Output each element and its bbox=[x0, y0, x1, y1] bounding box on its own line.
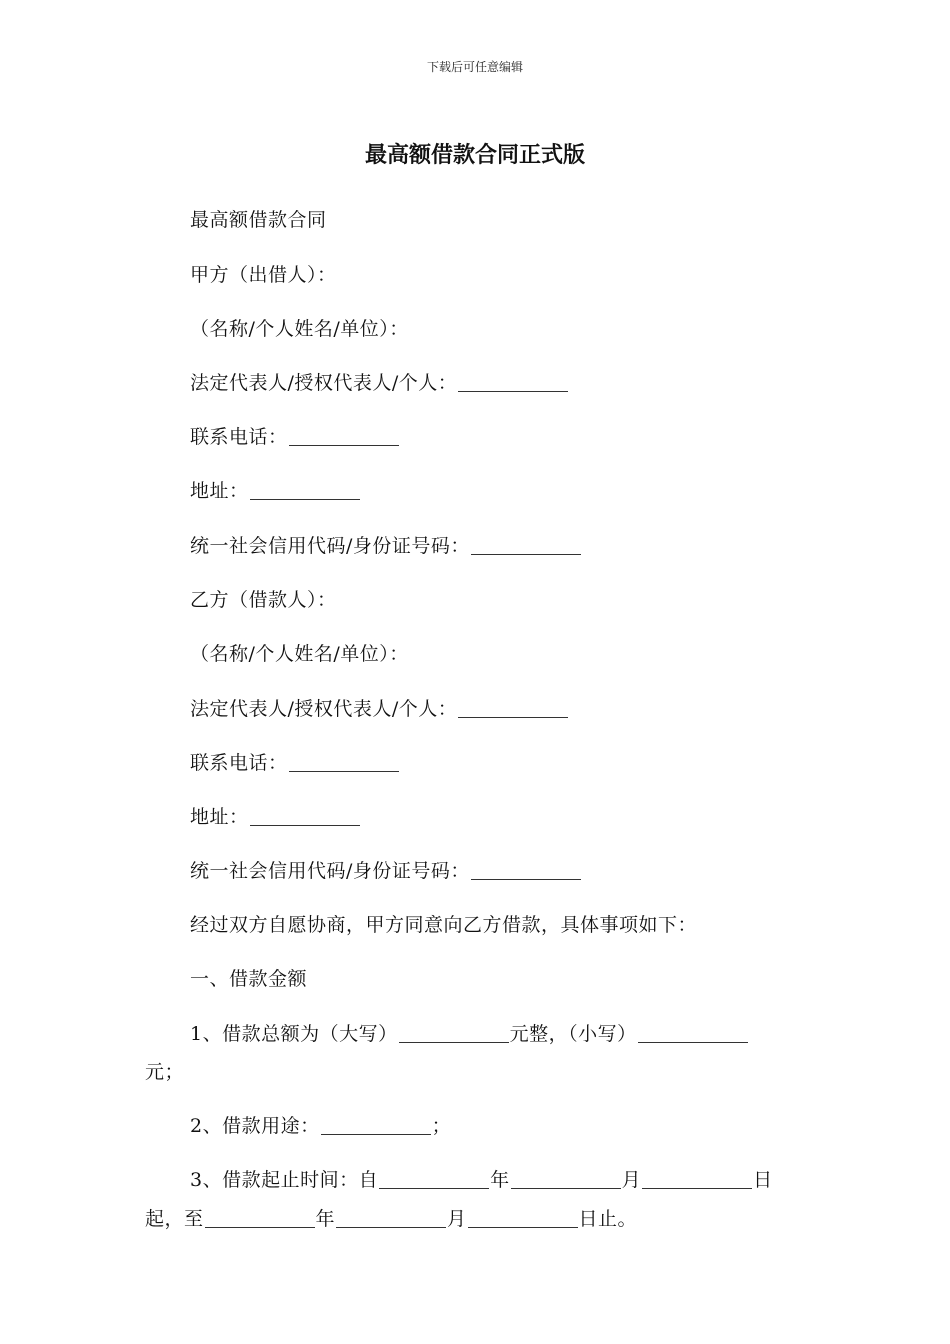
start-month-blank bbox=[511, 1168, 621, 1189]
loan-period-line-continued bbox=[145, 1207, 637, 1231]
loan-purpose-blank bbox=[321, 1114, 431, 1135]
end-year-blank bbox=[205, 1207, 315, 1228]
party-a-representative-label: 法定代表人/授权代表人/个人： bbox=[190, 372, 458, 394]
end-day-label: 日止。 bbox=[578, 1208, 638, 1230]
start-day-label: 日 bbox=[753, 1169, 773, 1191]
party-a-id-line bbox=[190, 534, 582, 558]
loan-amount-numeric-blank bbox=[638, 1022, 748, 1043]
start-year-blank bbox=[379, 1168, 489, 1189]
party-a-representative-line bbox=[190, 371, 569, 395]
party-b-id-line bbox=[190, 859, 582, 883]
party-a-id-blank bbox=[471, 534, 581, 555]
loan-amount-line bbox=[190, 1022, 749, 1046]
party-b-label: 乙方（借款人）： bbox=[190, 589, 337, 611]
agreement-intro-line bbox=[190, 913, 697, 937]
end-date-label: 起，至 bbox=[145, 1208, 204, 1230]
party-b-representative-blank bbox=[458, 697, 568, 718]
loan-amount-numeric-label: 元整，（小写） bbox=[509, 1023, 637, 1045]
loan-purpose-line bbox=[190, 1114, 451, 1138]
section-one-heading bbox=[190, 967, 307, 991]
start-year-label: 年 bbox=[490, 1169, 510, 1191]
party-b-address-label: 地址： bbox=[190, 806, 249, 828]
party-b-name-label: （名称/个人姓名/单位）： bbox=[190, 643, 409, 665]
contract-name: 最高额借款合同 bbox=[190, 209, 327, 231]
party-a-address-label: 地址： bbox=[190, 480, 249, 502]
party-a-address-line bbox=[190, 479, 361, 503]
loan-amount-capital-blank bbox=[399, 1022, 509, 1043]
party-a-representative-blank bbox=[458, 371, 568, 392]
loan-period-line bbox=[190, 1168, 773, 1192]
start-day-blank bbox=[642, 1168, 752, 1189]
party-a-id-label: 统一社会信用代码/身份证号码： bbox=[190, 535, 470, 557]
party-a-address-blank bbox=[250, 479, 360, 500]
party-a-heading bbox=[190, 263, 337, 287]
party-a-name-label: （名称/个人姓名/单位）： bbox=[190, 318, 409, 340]
section-one-title: 一、借款金额 bbox=[190, 968, 308, 990]
agreement-intro: 经过双方自愿协商，甲方同意向乙方借款，具体事项如下： bbox=[190, 914, 698, 936]
party-b-address-line bbox=[190, 805, 361, 829]
party-a-phone-label: 联系电话： bbox=[190, 426, 288, 448]
party-a-phone-blank bbox=[289, 425, 399, 446]
party-b-phone-label: 联系电话： bbox=[190, 752, 288, 774]
party-b-id-label: 统一社会信用代码/身份证号码： bbox=[190, 860, 470, 882]
party-b-address-blank bbox=[250, 805, 360, 826]
loan-amount-capital-label: 1、借款总额为（大写） bbox=[190, 1023, 398, 1045]
end-year-label: 年 bbox=[315, 1208, 336, 1230]
loan-amount-unit: 元； bbox=[145, 1061, 185, 1083]
contract-name-line bbox=[190, 208, 327, 232]
party-b-phone-line bbox=[190, 751, 400, 775]
start-month-label: 月 bbox=[621, 1169, 642, 1191]
loan-purpose-label: 2、借款用途： bbox=[190, 1115, 320, 1137]
party-a-label: 甲方（出借人）： bbox=[190, 264, 337, 286]
party-a-phone-line bbox=[190, 425, 400, 449]
party-b-representative-label: 法定代表人/授权代表人/个人： bbox=[190, 698, 458, 720]
party-b-name-line bbox=[190, 642, 409, 666]
party-a-name-line bbox=[190, 317, 409, 341]
document-title: 最高额借款合同正式版 bbox=[364, 143, 585, 168]
party-b-id-blank bbox=[471, 859, 581, 880]
header-note: 下载后可任意编辑 bbox=[426, 60, 523, 74]
end-day-blank bbox=[468, 1207, 578, 1228]
loan-purpose-end: ； bbox=[431, 1115, 452, 1137]
end-month-blank bbox=[336, 1207, 446, 1228]
loan-amount-line-continued bbox=[145, 1060, 184, 1084]
end-month-label: 月 bbox=[447, 1208, 467, 1230]
loan-period-label: 3、借款起止时间：自 bbox=[190, 1169, 379, 1191]
party-b-representative-line bbox=[190, 697, 569, 721]
party-b-phone-blank bbox=[289, 751, 399, 772]
party-b-heading bbox=[190, 588, 337, 612]
